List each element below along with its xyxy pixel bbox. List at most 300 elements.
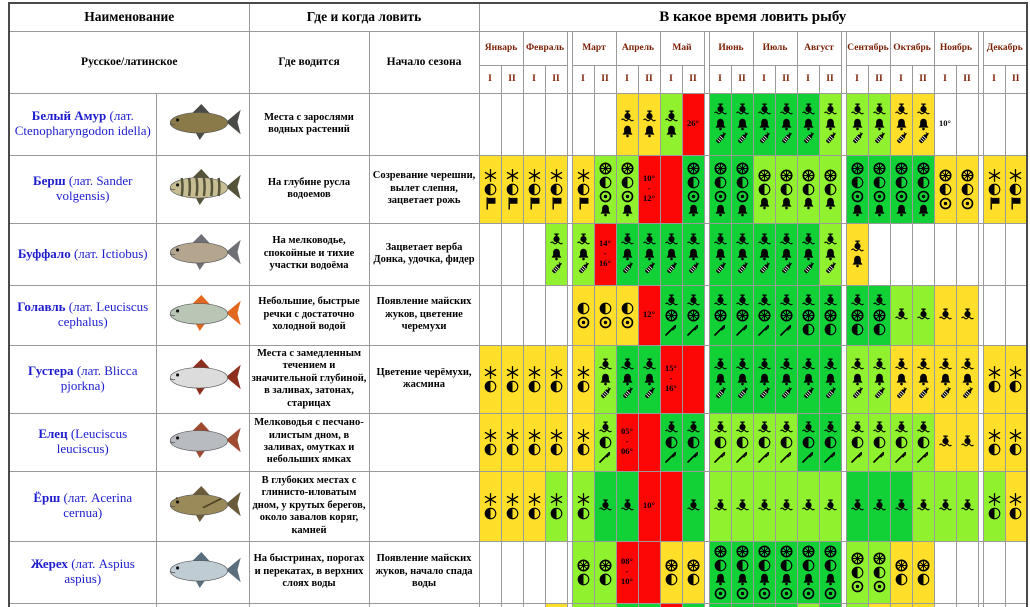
bell-icon — [665, 248, 678, 261]
cell-month1-half2 — [501, 223, 523, 285]
cell-month2-half1 — [523, 413, 545, 471]
bell-icon — [643, 248, 656, 261]
cell-month7-half2 — [775, 93, 797, 155]
cell-month5-half2 — [682, 471, 704, 541]
habitat-text: На быстринах, порогах и перекатах, в верхних слоях воды — [249, 541, 369, 603]
cell-content — [984, 169, 1005, 210]
bell-icon — [939, 373, 952, 386]
cell-month8-half2 — [819, 155, 841, 223]
cell-month1-half2 — [501, 471, 523, 541]
fish-name-link[interactable]: Буффало — [17, 245, 71, 261]
bell-icon — [599, 373, 612, 386]
cell-content — [617, 358, 638, 400]
half-header-10-2: II — [912, 65, 934, 93]
cell-month9-half2 — [868, 155, 890, 223]
feeder-bottle-icon — [917, 387, 930, 400]
month-header-3: Март — [572, 31, 616, 65]
feeder-bottle-icon — [824, 132, 837, 145]
temperature-label: 10° - 12° — [643, 173, 655, 203]
season-start-text — [369, 603, 479, 607]
cell-month6-half2 — [731, 345, 753, 413]
cell-month12-half1 — [983, 155, 1005, 223]
cell-month11-half1 — [934, 541, 956, 603]
float-bobber-icon — [961, 499, 974, 513]
cell-month2-half1 — [523, 471, 545, 541]
cell-month4-half1 — [616, 285, 638, 345]
cell-content — [661, 294, 682, 336]
temperature-label: 10° — [643, 500, 655, 511]
cell-content — [891, 103, 912, 145]
cell-content — [957, 499, 978, 513]
season-start-text: Появление майских жуков, начало спада воды — [369, 541, 479, 603]
bell-icon — [758, 373, 771, 386]
fish-latin-name: (лат. Ictiobus) — [70, 245, 148, 261]
half-moon-icon — [484, 380, 497, 393]
bell-icon — [599, 204, 612, 217]
bell-icon — [917, 373, 930, 386]
flag-icon — [577, 197, 590, 210]
cell-content — [661, 421, 682, 463]
reel-wheel-icon — [687, 309, 700, 322]
bell-icon — [961, 373, 974, 386]
float-bobber-icon — [917, 421, 930, 435]
fishing-rod-icon — [687, 450, 700, 463]
cell-month5-half1 — [660, 93, 682, 155]
partial-fish-row — [9, 603, 1027, 607]
cell-month6-half1 — [709, 541, 731, 603]
reel-wheel-icon — [714, 162, 727, 175]
cell-content — [546, 429, 567, 456]
fish-row-7 — [9, 471, 1027, 541]
cell-month3-half1 — [572, 285, 594, 345]
snowflake-icon — [484, 366, 497, 379]
temperature-label: 10° — [939, 118, 951, 129]
half-moon-icon — [687, 176, 700, 189]
half-header-1-1: I — [479, 65, 501, 93]
reel-wheel-icon — [599, 162, 612, 175]
feeder-bottle-icon — [714, 132, 727, 145]
fish-latin-name: (лат. Blicca pjorkna) — [60, 363, 138, 393]
half-moon-icon — [621, 302, 634, 315]
float-bobber-icon — [687, 499, 700, 513]
feeder-bottle-icon — [873, 387, 886, 400]
half-moon-icon — [824, 323, 837, 336]
cell-month3-half2 — [594, 155, 616, 223]
cell-month1-half2 — [501, 541, 523, 603]
float-bobber-icon — [736, 358, 749, 372]
cell-content — [913, 499, 934, 513]
cell-content — [798, 499, 819, 513]
bell-icon — [802, 118, 815, 131]
cell-month5-half2 — [682, 223, 704, 285]
half-moon-icon — [736, 436, 749, 449]
half-moon-icon — [550, 443, 563, 456]
fishing-rod-icon — [665, 323, 678, 336]
half-moon-icon — [988, 380, 1001, 393]
float-bobber-icon — [621, 499, 634, 513]
fishing-rod-icon — [714, 450, 727, 463]
cell-month12-half2 — [1005, 603, 1027, 607]
cell-month5-half1 — [660, 223, 682, 285]
bell-icon — [758, 197, 771, 210]
snowflake-icon — [577, 366, 590, 379]
feeder-bottle-icon — [895, 387, 908, 400]
fish-image — [156, 285, 249, 345]
cell-month2-half1 — [523, 541, 545, 603]
snowflake-icon — [988, 429, 1001, 442]
cell-month11-half1 — [934, 223, 956, 285]
half-moon-icon — [802, 183, 815, 196]
feeder-bottle-icon — [736, 132, 749, 145]
cell-content — [617, 499, 638, 513]
cell-month5-half1 — [660, 345, 682, 413]
cell-month3-half1 — [572, 155, 594, 223]
cell-content — [820, 294, 841, 336]
feeder-bottle-icon — [824, 262, 837, 275]
bell-icon — [643, 373, 656, 386]
fish-name-cell — [9, 223, 156, 285]
cell-content — [869, 162, 890, 217]
float-bobber-icon — [577, 233, 590, 247]
fish-name-cell — [9, 471, 156, 541]
fish-name-cell — [9, 285, 156, 345]
half-moon-icon — [506, 183, 519, 196]
cell-content — [661, 364, 682, 393]
half-moon-icon — [1009, 443, 1022, 456]
cell-content — [732, 162, 753, 217]
cell-month5-half2 — [682, 285, 704, 345]
fishing-rod-icon — [758, 450, 771, 463]
bell-icon — [621, 248, 634, 261]
fishing-rod-icon — [736, 323, 749, 336]
reel-wheel-icon — [824, 169, 837, 182]
bell-icon — [687, 248, 700, 261]
month-header-1: Январь — [479, 31, 523, 65]
flag-icon — [528, 197, 541, 210]
float-bobber-icon — [851, 240, 864, 254]
bell-icon — [780, 118, 793, 131]
season-start-text — [369, 471, 479, 541]
float-bobber-icon — [714, 499, 727, 513]
cell-content — [683, 119, 704, 129]
cell-month5-half1 — [660, 603, 682, 607]
cell-month11-half2 — [956, 471, 978, 541]
bell-icon — [665, 125, 678, 138]
fish-name-link[interactable]: Густера — [28, 363, 74, 379]
fish-name-link[interactable]: Белый Амур — [31, 108, 107, 124]
cell-month2-half2 — [545, 155, 567, 223]
cell-content — [639, 233, 660, 275]
circle-dot-icon — [824, 587, 837, 600]
float-bobber-icon — [961, 435, 974, 449]
cell-content — [891, 308, 912, 322]
half-header-7-2: II — [775, 65, 797, 93]
season-start-text: Цветение черёмухи, жасмина — [369, 345, 479, 413]
cell-month12-half1 — [983, 223, 1005, 285]
cell-month7-half1 — [753, 93, 775, 155]
cell-content — [595, 421, 616, 463]
cell-content — [957, 308, 978, 322]
float-bobber-icon — [550, 233, 563, 247]
fish-name-cell — [9, 345, 156, 413]
feeder-bottle-icon — [802, 387, 815, 400]
fish-name-link[interactable]: Ёрш — [33, 490, 61, 506]
bell-icon — [714, 373, 727, 386]
cell-month2-half2 — [545, 223, 567, 285]
cell-month9-half2 — [868, 413, 890, 471]
cell-month8-half1 — [797, 603, 819, 607]
half-moon-icon — [528, 443, 541, 456]
cell-month8-half1 — [797, 471, 819, 541]
bell-icon — [621, 125, 634, 138]
bell-icon — [714, 573, 727, 586]
cell-content — [617, 427, 638, 456]
cell-content — [935, 119, 956, 129]
fish-name-link[interactable]: Жерех — [30, 556, 68, 572]
float-bobber-icon — [802, 294, 815, 308]
cell-month12-half2 — [1005, 471, 1027, 541]
fish-name-link[interactable]: Берш — [33, 173, 66, 189]
fish-row-6 — [9, 413, 1027, 471]
cell-content — [891, 499, 912, 513]
half-moon-icon — [621, 176, 634, 189]
fish-name-cell — [9, 155, 156, 223]
half-moon-icon — [939, 183, 952, 196]
cell-month1-half1 — [479, 471, 501, 541]
cell-content — [798, 545, 819, 600]
cell-content — [639, 358, 660, 400]
cell-month4-half2 — [638, 413, 660, 471]
half-moon-icon — [1009, 183, 1022, 196]
cell-content — [546, 233, 567, 275]
cell-month11-half2 — [956, 413, 978, 471]
cell-content — [595, 239, 616, 268]
fish-latin-name: (Leuciscus leuciscus) — [56, 426, 128, 456]
cell-month8-half2 — [819, 345, 841, 413]
cell-month6-half2 — [731, 285, 753, 345]
float-bobber-icon — [780, 358, 793, 372]
reel-wheel-icon — [665, 559, 678, 572]
cell-content — [847, 421, 868, 463]
cell-month9-half1 — [846, 93, 868, 155]
cell-month2-half2 — [545, 471, 567, 541]
month-header-9: Сентябрь — [846, 31, 890, 65]
flag-icon — [484, 197, 497, 210]
cell-month12-half1 — [983, 345, 1005, 413]
reel-wheel-icon — [917, 559, 930, 572]
cell-content — [683, 294, 704, 336]
cell-content — [710, 421, 731, 463]
temperature-label: 08° - 10° — [621, 556, 633, 586]
cell-month4-half2 — [638, 541, 660, 603]
cell-month10-half2 — [912, 413, 934, 471]
cell-month12-half1 — [983, 471, 1005, 541]
cell-month1-half1 — [479, 223, 501, 285]
half-moon-icon — [577, 183, 590, 196]
half-moon-icon — [873, 323, 886, 336]
half-header-11-2: II — [956, 65, 978, 93]
float-bobber-icon — [621, 233, 634, 247]
fish-row-2 — [9, 155, 1027, 223]
cell-content — [957, 169, 978, 210]
cell-content — [1006, 169, 1027, 210]
cell-month7-half1 — [753, 345, 775, 413]
float-bobber-icon — [873, 358, 886, 372]
cell-month3-half2 — [594, 285, 616, 345]
cell-month7-half2 — [775, 603, 797, 607]
cell-month6-half1 — [709, 93, 731, 155]
float-bobber-icon — [687, 233, 700, 247]
half-moon-icon — [988, 183, 1001, 196]
habitat-text: На мелководье, спокойные и тихие участки водоёма — [249, 223, 369, 285]
snowflake-icon — [528, 169, 541, 182]
half-moon-icon — [917, 176, 930, 189]
circle-dot-icon — [599, 316, 612, 329]
cell-month8-half2 — [819, 603, 841, 607]
cell-month10-half1 — [890, 93, 912, 155]
cell-month1-half2 — [501, 603, 523, 607]
float-bobber-icon — [780, 499, 793, 513]
float-bobber-icon — [939, 435, 952, 449]
half-moon-icon — [550, 380, 563, 393]
bell-icon — [851, 255, 864, 268]
reel-wheel-icon — [758, 169, 771, 182]
cell-month9-half1 — [846, 413, 868, 471]
header-group-row — [9, 3, 1027, 31]
snowflake-icon — [1009, 366, 1022, 379]
half-moon-icon — [780, 436, 793, 449]
fish-name-cell — [9, 413, 156, 471]
bell-icon — [802, 373, 815, 386]
cell-month1-half2 — [501, 155, 523, 223]
half-moon-icon — [577, 302, 590, 315]
cell-month2-half2 — [545, 285, 567, 345]
half-header-8-1: I — [797, 65, 819, 93]
fish-name-link[interactable]: Елец — [38, 426, 68, 442]
half-moon-icon — [758, 559, 771, 572]
cell-content — [710, 358, 731, 400]
float-bobber-icon — [824, 358, 837, 372]
cell-content — [847, 552, 868, 593]
cell-month10-half2 — [912, 155, 934, 223]
cell-month12-half2 — [1005, 93, 1027, 155]
temperature-label: 26° — [687, 118, 699, 129]
float-bobber-icon — [802, 103, 815, 117]
cell-month11-half2 — [956, 603, 978, 607]
cell-content — [1006, 429, 1027, 456]
fish-image — [156, 223, 249, 285]
cell-month6-half1 — [709, 345, 731, 413]
header-season: Начало сезона — [369, 31, 479, 93]
float-bobber-icon — [851, 103, 864, 117]
half-moon-icon — [599, 176, 612, 189]
circle-dot-icon — [851, 580, 864, 593]
habitat-text — [249, 603, 369, 607]
circle-dot-icon — [621, 190, 634, 203]
cell-month2-half1 — [523, 93, 545, 155]
cell-month7-half1 — [753, 413, 775, 471]
half-moon-icon — [577, 507, 590, 520]
cell-month12-half2 — [1005, 285, 1027, 345]
cell-month11-half1 — [934, 93, 956, 155]
reel-wheel-icon — [824, 545, 837, 558]
snowflake-icon — [528, 429, 541, 442]
half-moon-icon — [780, 183, 793, 196]
header-where: Где водится — [249, 31, 369, 93]
cell-month11-half2 — [956, 155, 978, 223]
float-bobber-icon — [599, 421, 612, 435]
float-bobber-icon — [758, 103, 771, 117]
float-bobber-icon — [736, 233, 749, 247]
season-start-text: Появление майских жуков, цветение черемухи — [369, 285, 479, 345]
bell-icon — [917, 118, 930, 131]
float-bobber-icon — [851, 294, 864, 308]
half-moon-icon — [599, 573, 612, 586]
half-header-4-2: II — [638, 65, 660, 93]
cell-content — [617, 110, 638, 138]
half-moon-icon — [780, 559, 793, 572]
cell-content — [639, 174, 660, 203]
cell-month1-half2 — [501, 93, 523, 155]
month-header-6: Июнь — [709, 31, 753, 65]
cell-month11-half1 — [934, 471, 956, 541]
fish-name-link[interactable]: Голавль — [17, 299, 66, 315]
cell-content — [798, 358, 819, 400]
cell-content — [480, 366, 501, 393]
cell-content — [869, 294, 890, 336]
cell-month1-half1 — [479, 345, 501, 413]
circle-dot-icon — [687, 190, 700, 203]
feeder-bottle-icon — [714, 387, 727, 400]
cell-month6-half2 — [731, 413, 753, 471]
cell-content — [798, 233, 819, 275]
cell-month5-half2 — [682, 603, 704, 607]
cell-month4-half2 — [638, 93, 660, 155]
half-moon-icon — [506, 380, 519, 393]
snowflake-icon — [1009, 169, 1022, 182]
float-bobber-icon — [665, 233, 678, 247]
bell-icon — [736, 248, 749, 261]
circle-dot-icon — [758, 587, 771, 600]
half-moon-icon — [895, 573, 908, 586]
half-header-7-1: I — [753, 65, 775, 93]
cell-content — [754, 233, 775, 275]
feeder-bottle-icon — [939, 387, 952, 400]
float-bobber-icon — [895, 308, 908, 322]
bell-icon — [851, 118, 864, 131]
half-moon-icon — [550, 183, 563, 196]
cell-content — [891, 421, 912, 463]
cell-content — [776, 358, 797, 400]
float-bobber-icon — [824, 421, 837, 435]
cell-month5-half1 — [660, 471, 682, 541]
cell-content — [546, 366, 567, 393]
bell-icon — [736, 204, 749, 217]
cell-content — [984, 366, 1005, 393]
cell-content — [480, 493, 501, 520]
cell-content — [754, 545, 775, 600]
temperature-label: 12° — [643, 309, 655, 320]
half-moon-icon — [577, 380, 590, 393]
half-moon-icon — [528, 507, 541, 520]
cell-content — [732, 233, 753, 275]
flag-icon — [550, 197, 563, 210]
float-bobber-icon — [824, 294, 837, 308]
cell-content — [776, 294, 797, 336]
cell-content — [595, 499, 616, 513]
cell-content — [913, 103, 934, 145]
month-header-4: Апрель — [616, 31, 660, 65]
